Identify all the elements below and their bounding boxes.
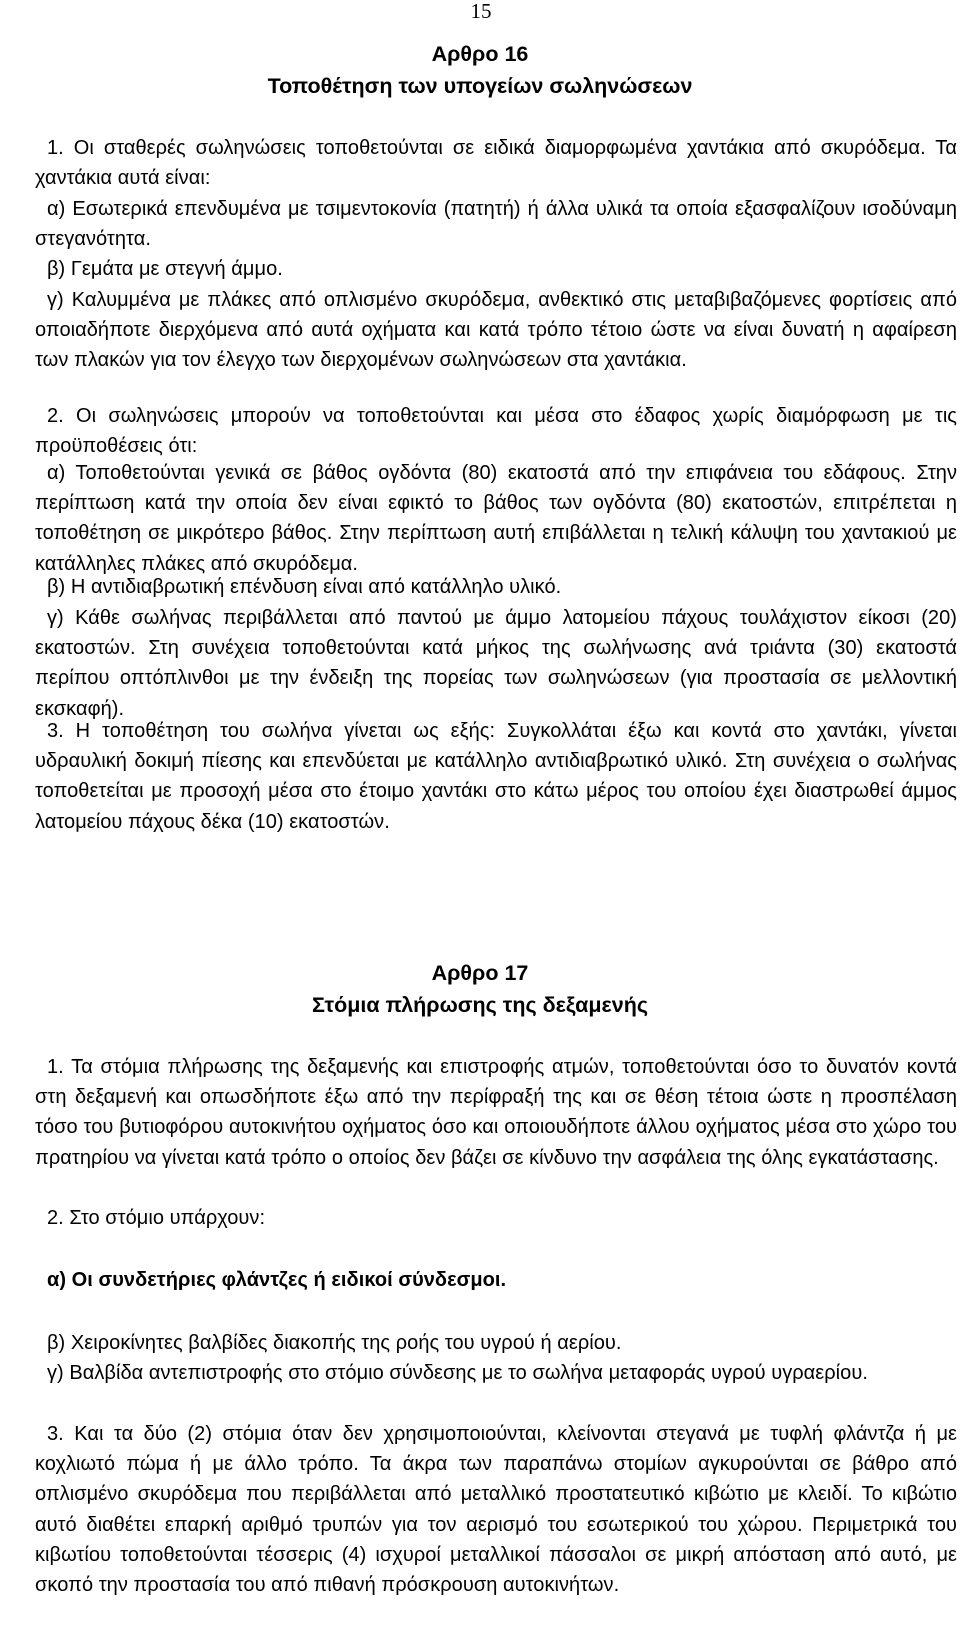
article-17-title: Αρθρο 17 xyxy=(431,961,529,985)
article-17-paragraph-1: 1. Τα στόμια πλήρωσης της δεξαμενής και επιστροφής ατμών, τοποθετούνται όσο το δυνατόν κοντά στη δεξαμενή και οπωσδήποτε έξω από την περίφραξή της και σε θέση τέτοια ώστε η προσπέλαση τόσο του βυτιοφόρου αυτοκινήτου οχήματος όσο και οποιουδήποτε άλλου οχήματος μέσα στο χώρο του πρατηρίου να γίνεται κατά τρόπο ο οποίος δεν βάζει σε κίνδυνο την ασφάλεια της όλης εγκατάστασης. xyxy=(35,1056,957,1169)
article-16-paragraph-1: 1. Οι σταθερές σωληνώσεις τοποθετούνται σε ειδικά διαμορφωμένα χαντάκια από σκυρόδεμα. Τα χαντάκια αυτά είναι: xyxy=(35,137,957,190)
article-16-item-c: γ) Καλυμμένα με πλάκες από οπλισμένο σκυρόδεμα, ανθεκτικό στις μεταβιβαζόμενες φορτίσεις από οποιαδήποτε διερχόμενα από αυτά οχήματα και κατά τρόπο τέτοιο ώστε να είναι δυνατή η αφαίρεση των πλακών για τον έλεγχο των διερχομένων σωληνώσεων στα χαντάκια. xyxy=(35,289,957,372)
article-16-paragraph-2: 2. Οι σωληνώσεις μπορούν να τοποθετούνται και μέσα στο έδαφος χωρίς διαμόρφωση με τις προϋποθέσεις ότι: xyxy=(35,405,957,458)
article-16-paragraph-2-item-c: γ) Κάθε σωλήνας περιβάλλεται από παντού με άμμο λατομείου πάχους τουλάχιστον είκοσι (20) εκατοστών. Στη συνέχεια τοποθετούνται κατά μήκος της σωλήνωσης ανά τριάντα (30) εκατοστά περίπου οπτόπλινθοι με την ένδειξη της πορείας των σωληνώσεων (για προστασία σε μελλοντική εκσκαφή). xyxy=(35,607,957,720)
article-17-paragraph-3: 3. Και τα δύο (2) στόμια όταν δεν χρησιμοποιούνται, κλείνονται στεγανά με τυφλή φλάντζα ή με κοχλιωτό πώμα ή με άλλο τρόπο. Τα άκρα των παραπάνω στομίων αγκυρούνται σε βάθρο από οπλισμένο σκυρόδεμα που περιβάλλεται από μεταλλικό προστατευτικό κιβώτιο με κλειδί. Το κιβώτιο αυτό διαθέτει επαρκή αριθμό τρυπών για τον αερισμό του εσωτερικού του χώρου. Περιμετρικά του κιβωτίου τοποθετούνται τέσσερις (4) ισχυροί μεταλλικοί πάσσαλοι σε μικρή απόσταση από αυτό, με σκοπό την προστασία του από πιθανή πρόσκρουση αυτοκινήτων. xyxy=(35,1423,957,1597)
article-16-paragraph-2-item-b: β) Η αντιδιαβρωτική επένδυση είναι από κατάλληλο υλικό. xyxy=(47,576,562,598)
article-17-subtitle: Στόμια πλήρωσης της δεξαμενής xyxy=(311,993,649,1017)
article-17-item-c: γ) Βαλβίδα αντεπιστροφής στο στόμιο σύνδεσης με το σωλήνα μεταφοράς υγρού υγραερίου. xyxy=(47,1362,868,1384)
article-16-title: Αρθρο 16 xyxy=(431,42,529,66)
article-16-paragraph-3: 3. Η τοποθέτηση του σωλήνα γίνεται ως εξής: Συγκολλάται έξω και κοντά στο χαντάκι, γίνεται υδραυλική δοκιμή πίεσης και επενδύεται με κατάλληλο αντιδιαβρωτικό υλικό. Στη συνέχεια ο σωλήνας τοποθετείται με προσοχή μέσα στο έτοιμο χαντάκι στο κάτω μέρος του οποίου έχει διαστρωθεί άμμος λατομείου πάχους δέκα (10) εκατοστών. xyxy=(35,720,957,833)
article-17-paragraph-2: 2. Στο στόμιο υπάρχουν: xyxy=(47,1207,266,1229)
article-17-item-a: α) Οι συνδετήριες φλάντζες ή ειδικοί σύνδεσμοι. xyxy=(47,1269,507,1291)
article-16-item-a: α) Εσωτερικά επενδυμένα με τσιμεντοκονία (πατητή) ή άλλα υλικά τα οποία εξασφαλίζουν ισοδύναμη στεγανότητα. xyxy=(35,198,957,251)
article-16-item-b: β) Γεμάτα με στεγνή άμμο. xyxy=(47,258,283,280)
article-16-subtitle: Τοποθέτηση των υπογείων σωληνώσεων xyxy=(267,74,693,98)
article-17-item-b: β) Χειροκίνητες βαλβίδες διακοπής της ροής του υγρού ή αερίου. xyxy=(47,1332,622,1354)
article-16-paragraph-2-item-a: α) Τοποθετούνται γενικά σε βάθος ογδόντα (80) εκατοστά από την επιφάνεια του εδάφους. Στην περίπτωση κατά την οποία δεν είναι εφικτό το βάθος των ογδόντα (80) εκατοστών, επιτρέπεται η τοποθέτηση σε μικρότερο βάθος. Στην περίπτωση αυτή επιβάλλεται η τελική κάλυψη του χαντακιού με κατάλληλες πλάκες από σκυρόδεμα. xyxy=(35,462,957,575)
page-number: 15 xyxy=(470,0,492,23)
